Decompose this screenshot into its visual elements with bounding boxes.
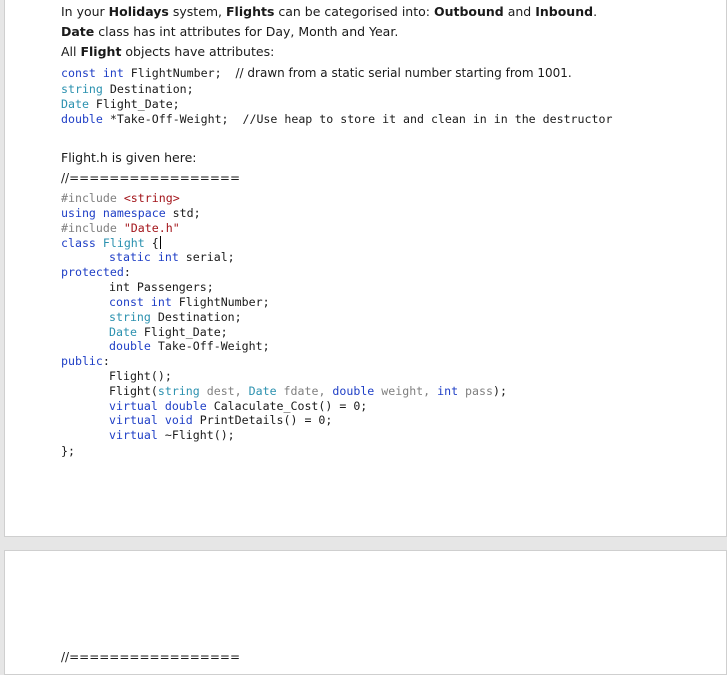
keyword: double bbox=[332, 384, 375, 398]
bold-text: Outbound bbox=[433, 4, 504, 19]
keyword: class bbox=[61, 236, 96, 250]
code-text: : bbox=[102, 354, 110, 368]
code-text: Flight( bbox=[109, 384, 158, 398]
keyword: virtual void bbox=[109, 413, 193, 427]
keyword: virtual bbox=[109, 428, 158, 442]
code-line-member-3 bbox=[61, 310, 242, 324]
type-name: string bbox=[61, 82, 103, 96]
code-line-include-string bbox=[61, 191, 180, 205]
attribute-line-1 bbox=[61, 66, 572, 80]
type-name: string bbox=[109, 310, 151, 324]
attribute-line-4 bbox=[61, 112, 612, 126]
bold-text: Flight bbox=[80, 44, 122, 59]
text: can be categorised into: bbox=[274, 4, 434, 19]
code-line-destructor bbox=[61, 428, 235, 442]
attribute-line-3 bbox=[61, 97, 180, 111]
parameter: fdate, bbox=[276, 384, 333, 398]
code-line-ctor-params bbox=[61, 384, 507, 398]
text: All bbox=[61, 44, 81, 59]
type-name: Date bbox=[109, 325, 137, 339]
code-line-static bbox=[61, 250, 235, 264]
code-line-calc-cost bbox=[61, 399, 368, 413]
code-text: ); bbox=[492, 384, 507, 398]
code-line-member-2 bbox=[61, 295, 270, 309]
document-page-2 bbox=[4, 550, 727, 675]
intro-line-1 bbox=[61, 4, 597, 20]
parameter: dest, bbox=[199, 384, 249, 398]
code-line-member-4 bbox=[61, 325, 228, 339]
code-text: Calaculate_Cost() = 0; bbox=[206, 399, 368, 413]
code-text: ~Flight(); bbox=[157, 428, 235, 442]
code-text: { bbox=[144, 236, 159, 250]
code-text: std; bbox=[165, 206, 201, 220]
preprocessor: #include bbox=[61, 191, 124, 205]
code-text: FlightNumber; bbox=[123, 66, 236, 80]
code-text: Flight_Date; bbox=[88, 97, 180, 111]
code-text: Destination; bbox=[102, 82, 194, 96]
bold-text: Flights bbox=[226, 4, 275, 19]
class-name: Flight bbox=[102, 236, 145, 250]
code-text: Flight_Date; bbox=[136, 325, 228, 339]
code-line-include-date bbox=[61, 221, 180, 235]
code-line-member-1 bbox=[61, 280, 214, 294]
keyword: protected bbox=[61, 265, 124, 279]
code-text: Destination; bbox=[150, 310, 242, 324]
code-line-member-5 bbox=[61, 339, 270, 353]
string-literal: "Date.h" bbox=[123, 221, 180, 235]
flight-h-label: Flight.h is given here: bbox=[61, 150, 197, 165]
parameter: weight, bbox=[374, 384, 438, 398]
type-name: Date bbox=[61, 97, 89, 111]
text: and bbox=[503, 4, 536, 19]
code-text: Take-Off-Weight; bbox=[150, 339, 270, 353]
bold-text: Holidays bbox=[108, 4, 169, 19]
bold-text: Date bbox=[61, 24, 95, 39]
intro-line-3 bbox=[61, 44, 274, 60]
code-line-class bbox=[61, 236, 161, 250]
text-cursor bbox=[160, 236, 161, 249]
code-line-class-close: }; bbox=[61, 444, 75, 458]
code-line-public bbox=[61, 354, 110, 368]
text: class has int attributes for Day, Month and Year. bbox=[94, 24, 399, 39]
text: objects have attributes: bbox=[121, 44, 275, 59]
keyword: static int bbox=[109, 250, 179, 264]
code-line-ctor-default bbox=[61, 369, 172, 383]
keyword: double bbox=[61, 112, 103, 126]
keyword: const int bbox=[109, 295, 172, 309]
code-text: Flight(); bbox=[109, 369, 172, 383]
keyword: virtual double bbox=[109, 399, 207, 413]
code-text: FlightNumber; bbox=[171, 295, 270, 309]
code-line-using bbox=[61, 206, 201, 220]
code-line-print-details bbox=[61, 413, 333, 427]
keyword: const int bbox=[61, 66, 124, 80]
type-name: Date bbox=[248, 384, 277, 398]
parameter: pass bbox=[458, 384, 493, 398]
string-literal: <string> bbox=[123, 191, 180, 205]
intro-line-2 bbox=[61, 24, 398, 40]
document-page-1 bbox=[4, 0, 727, 537]
code-text: *Take-Off-Weight; //Use heap to store it and clean in in the destructor bbox=[102, 112, 613, 126]
code-text: serial; bbox=[178, 250, 235, 264]
keyword: using namespace bbox=[61, 206, 166, 220]
keyword: public bbox=[61, 354, 103, 368]
text: system, bbox=[168, 4, 227, 19]
code-text: : bbox=[123, 265, 131, 279]
type-name: string bbox=[157, 384, 200, 398]
comment: // drawn from a static serial number starting from 1001. bbox=[235, 66, 572, 80]
keyword: int bbox=[437, 384, 459, 398]
divider-line: //================= bbox=[61, 171, 241, 185]
bold-text: Inbound bbox=[535, 4, 594, 19]
code-line-protected bbox=[61, 265, 131, 279]
code-text: PrintDetails() = 0; bbox=[192, 413, 333, 427]
keyword: double bbox=[109, 339, 151, 353]
divider-line: //================= bbox=[61, 650, 241, 664]
text: In your bbox=[61, 4, 109, 19]
attribute-line-2 bbox=[61, 82, 194, 96]
preprocessor: #include bbox=[61, 221, 124, 235]
text: . bbox=[593, 4, 598, 19]
code-text: int Passengers; bbox=[109, 280, 214, 294]
